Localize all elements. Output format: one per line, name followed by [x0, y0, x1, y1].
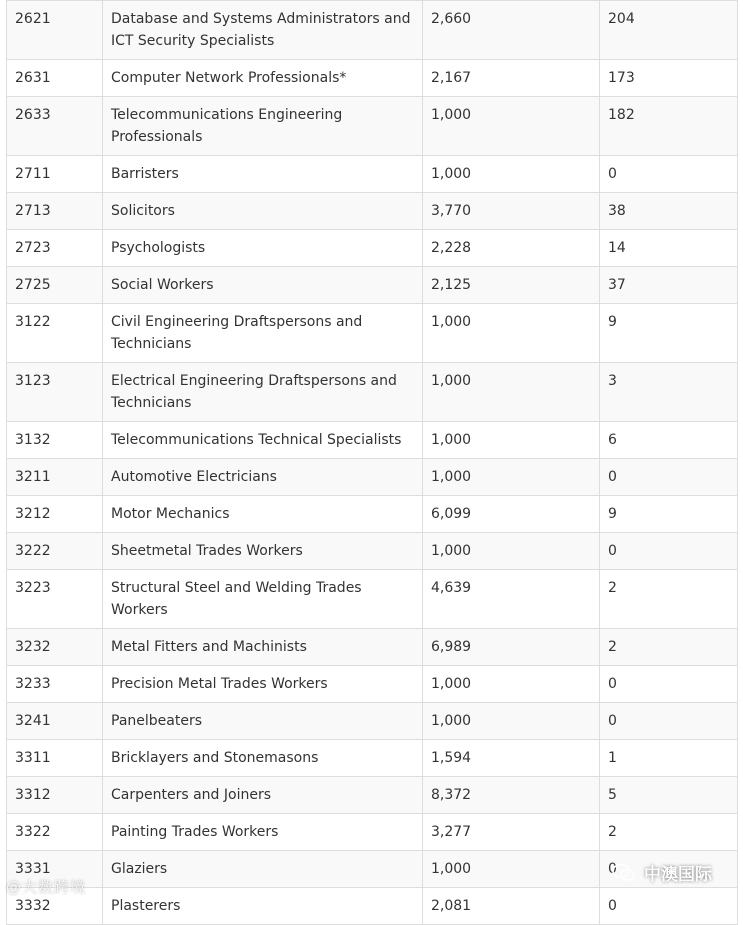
value1-cell: 1,000: [423, 459, 600, 496]
occupation-name-cell: Panelbeaters: [103, 703, 423, 740]
value1-cell: 6,099: [423, 496, 600, 533]
occupation-name-cell: Motor Mechanics: [103, 496, 423, 533]
table-row: [7, 1, 738, 60]
table-row: [7, 629, 738, 666]
value2-cell: 0: [600, 156, 738, 193]
value2-cell: 0: [600, 459, 738, 496]
table-row: [7, 459, 738, 496]
table-row: [7, 888, 738, 925]
occupation-name-cell: Structural Steel and Welding Trades Workers: [103, 570, 423, 629]
table-row: [7, 703, 738, 740]
watermark-right-text: 中澳国际: [644, 865, 712, 885]
value2-cell: 14: [600, 230, 738, 267]
value2-cell: 2: [600, 570, 738, 629]
value2-cell: 5: [600, 777, 738, 814]
occupation-name-cell: Painting Trades Workers: [103, 814, 423, 851]
occupation-name-cell: Metal Fitters and Machinists: [103, 629, 423, 666]
value2-cell: 2: [600, 814, 738, 851]
value1-cell: 1,000: [423, 666, 600, 703]
value2-cell: 0: [600, 888, 738, 925]
occupation-name-cell: Electrical Engineering Draftspersons and Technicians: [103, 363, 423, 422]
value1-cell: 1,000: [423, 156, 600, 193]
occupation-name-cell: Solicitors: [103, 193, 423, 230]
value1-cell: 2,228: [423, 230, 600, 267]
value2-cell: 9: [600, 496, 738, 533]
table-row: [7, 666, 738, 703]
value1-cell: 1,000: [423, 97, 600, 156]
occupation-table: [6, 0, 738, 925]
value1-cell: 1,000: [423, 422, 600, 459]
occupation-code-cell: 3223: [7, 570, 103, 629]
value2-cell: 37: [600, 267, 738, 304]
value1-cell: 6,989: [423, 629, 600, 666]
occupation-name-cell: Barristers: [103, 156, 423, 193]
table-row: [7, 740, 738, 777]
occupation-code-cell: 3123: [7, 363, 103, 422]
occupation-code-cell: 2711: [7, 156, 103, 193]
value1-cell: 2,660: [423, 1, 600, 60]
table-row: [7, 304, 738, 363]
value1-cell: 2,081: [423, 888, 600, 925]
value2-cell: 0: [600, 703, 738, 740]
occupation-name-cell: Civil Engineering Draftspersons and Technicians: [103, 304, 423, 363]
value1-cell: 1,000: [423, 304, 600, 363]
occupation-code-cell: 2631: [7, 60, 103, 97]
occupation-name-cell: Database and Systems Administrators and ICT Security Specialists: [103, 1, 423, 60]
occupation-code-cell: 3312: [7, 777, 103, 814]
occupation-name-cell: Sheetmetal Trades Workers: [103, 533, 423, 570]
value2-cell: 2: [600, 629, 738, 666]
value1-cell: 2,125: [423, 267, 600, 304]
value1-cell: 1,000: [423, 851, 600, 888]
wechat-icon: [612, 863, 636, 883]
watermark-right: [612, 860, 712, 885]
occupation-name-cell: Precision Metal Trades Workers: [103, 666, 423, 703]
value2-cell: 9: [600, 304, 738, 363]
occupation-code-cell: 3132: [7, 422, 103, 459]
table-row: [7, 60, 738, 97]
table-row: [7, 267, 738, 304]
table-row: [7, 496, 738, 533]
value1-cell: 1,594: [423, 740, 600, 777]
occupation-code-cell: 3331: [7, 851, 103, 888]
value1-cell: 2,167: [423, 60, 600, 97]
occupation-code-cell: 3322: [7, 814, 103, 851]
table-row: [7, 97, 738, 156]
table-row: [7, 156, 738, 193]
value1-cell: 8,372: [423, 777, 600, 814]
occupation-name-cell: Social Workers: [103, 267, 423, 304]
value2-cell: 173: [600, 60, 738, 97]
table-row: [7, 422, 738, 459]
value1-cell: 4,639: [423, 570, 600, 629]
occupation-code-cell: 3222: [7, 533, 103, 570]
occupation-code-cell: 3233: [7, 666, 103, 703]
value2-cell: 6: [600, 422, 738, 459]
occupation-code-cell: 3332: [7, 888, 103, 925]
watermark-left: [6, 876, 86, 897]
value2-cell: 3: [600, 363, 738, 422]
table-body: [7, 1, 738, 925]
value1-cell: 1,000: [423, 363, 600, 422]
value2-cell: 0: [600, 666, 738, 703]
occupation-name-cell: Carpenters and Joiners: [103, 777, 423, 814]
occupation-name-cell: Glaziers: [103, 851, 423, 888]
value2-cell: 38: [600, 193, 738, 230]
value2-cell: 0: [600, 851, 738, 888]
occupation-code-cell: 2621: [7, 1, 103, 60]
occupation-code-cell: 3212: [7, 496, 103, 533]
occupation-name-cell: Telecommunications Engineering Professionals: [103, 97, 423, 156]
occupation-code-cell: 3241: [7, 703, 103, 740]
occupation-code-cell: 2713: [7, 193, 103, 230]
value1-cell: 3,770: [423, 193, 600, 230]
occupation-code-cell: 2723: [7, 230, 103, 267]
table-row: [7, 777, 738, 814]
table-row: [7, 570, 738, 629]
occupation-code-cell: 3311: [7, 740, 103, 777]
value1-cell: 3,277: [423, 814, 600, 851]
occupation-name-cell: Plasterers: [103, 888, 423, 925]
value1-cell: 1,000: [423, 533, 600, 570]
value2-cell: 1: [600, 740, 738, 777]
table-row: [7, 193, 738, 230]
value1-cell: 1,000: [423, 703, 600, 740]
value2-cell: 182: [600, 97, 738, 156]
occupation-name-cell: Psychologists: [103, 230, 423, 267]
occupation-code-cell: 2633: [7, 97, 103, 156]
occupation-code-cell: 3232: [7, 629, 103, 666]
table-row: [7, 230, 738, 267]
value2-cell: 0: [600, 533, 738, 570]
table-row: [7, 363, 738, 422]
table-row: [7, 814, 738, 851]
occupation-name-cell: Bricklayers and Stonemasons: [103, 740, 423, 777]
occupation-name-cell: Computer Network Professionals*: [103, 60, 423, 97]
occupation-code-cell: 3211: [7, 459, 103, 496]
occupation-code-cell: 3122: [7, 304, 103, 363]
watermark-left-text: @大数跨境: [6, 878, 87, 896]
table-row: [7, 533, 738, 570]
value2-cell: 204: [600, 1, 738, 60]
occupation-code-cell: 2725: [7, 267, 103, 304]
occupation-name-cell: Automotive Electricians: [103, 459, 423, 496]
occupation-name-cell: Telecommunications Technical Specialists: [103, 422, 423, 459]
